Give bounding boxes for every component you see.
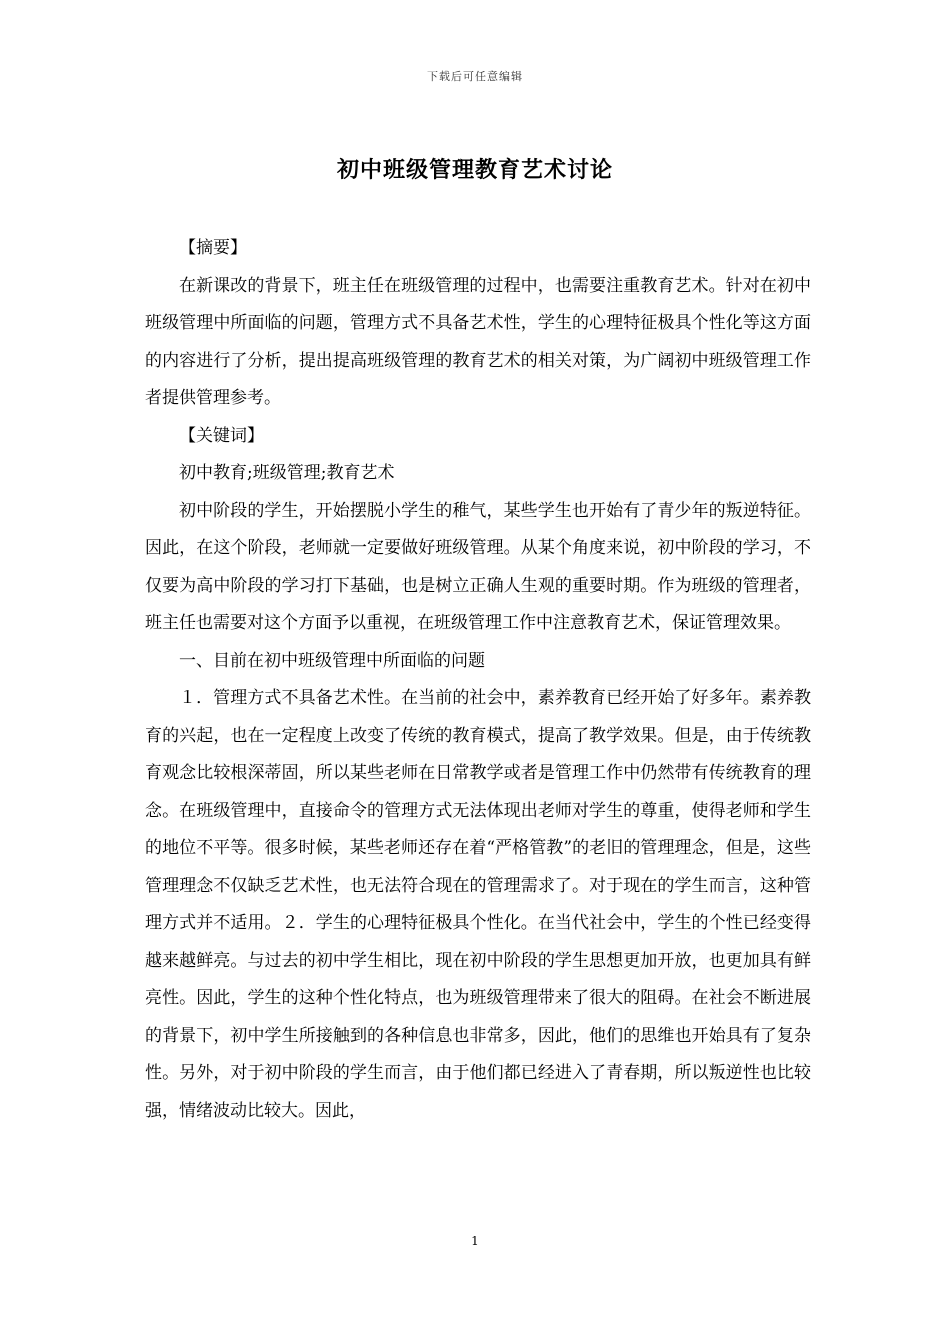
keywords-heading: 【关键词】: [179, 425, 264, 446]
intro-paragraph: 初中阶段的学生，开始摆脱小学生的稚气，某些学生也开始有了青少年的叛逆特征。因此，在这个阶段，老师就一定要做好班级管理。从某个角度来说，初中阶段的学习，不仅要为高中阶段的学习打下基础，也是树立正确人生观的重要时期。作为班级的管理者，班主任也需要对这个方面予以重视，在班级管理工作中注意教育艺术，保证管理效果。: [145, 500, 811, 633]
keywords-paragraph: 初中教育;班级管理;教育艺术: [179, 463, 395, 483]
document-body: [145, 230, 811, 1130]
page-header: 下载后可任意编辑: [427, 70, 523, 83]
document-title: 初中班级管理教育艺术讨论: [336, 157, 613, 183]
page-number: 1: [471, 1234, 479, 1248]
abstract-heading: 【摘要】: [179, 238, 247, 258]
abstract-paragraph: 在新课改的背景下，班主任在班级管理的过程中，也需要注重教育艺术。针对在初中班级管理中所面临的问题，管理方式不具备艺术性，学生的心理特征极具个性化等这方面的内容进行了分析，提出提高班级管理的教育艺术的相关对策，为广阔初中班级管理工作者提供管理参考。: [145, 275, 811, 408]
section-heading-1: 一、目前在初中班级管理中所面临的问题: [179, 650, 485, 671]
section-1-paragraph: １．管理方式不具备艺术性。在当前的社会中，素养教育已经开始了好多年。素养教育的兴起，也在一定程度上改变了传统的教育模式，提高了教学效果。但是，由于传统教育观念比较根深蒂固，所以某些老师在日常教学或者是管理工作中仍然带有传统教育的理念。在班级管理中，直接命令的管理方式无法体现出老师对学生的尊重，使得老师和学生的地位不平等。很多时候，某些老师还存在着“严格管教”的老旧的管理理念，但是，这些管理理念不仅缺乏艺术性，也无法符合现在的管理需求了。对于现在的学生而言，这种管理方式并不适用。２．学生的心理特征极具个性化。在当代社会中，学生的个性已经变得越来越鲜亮。与过去的初中学生相比，现在初中阶段的学生思想更加开放，也更加具有鲜亮性。因此，学生的这种个性化特点，也为班级管理带来了很大的阻碍。在社会不断进展的背景下，初中学生所接触到的各种信息也非常多，因此，他们的思维也开始具有了复杂性。另外，对于初中阶段的学生而言，由于他们都已经进入了青春期，所以叛逆性也比较强，情绪波动比较大。因此，: [145, 688, 811, 1121]
